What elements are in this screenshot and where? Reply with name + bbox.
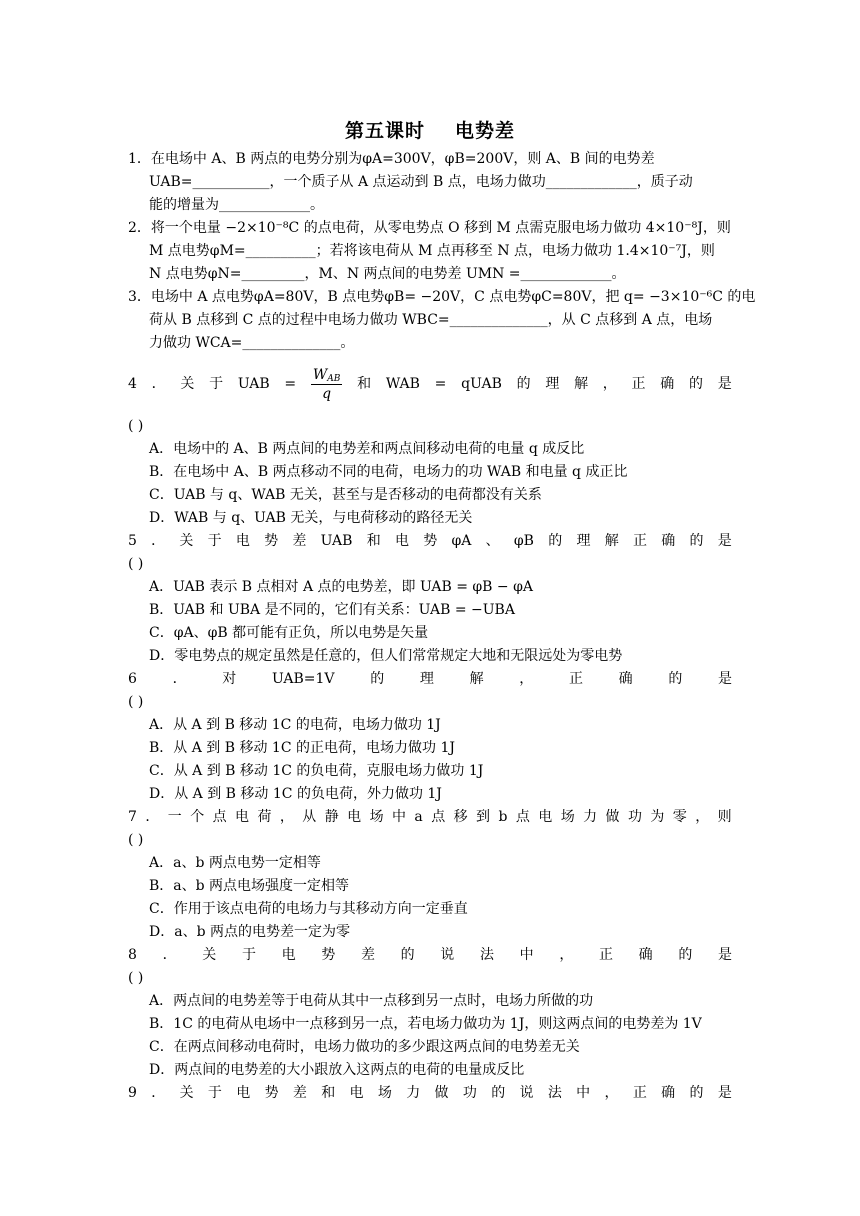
question-7-option-a: A．a、b 两点电势一定相等 [149,855,321,871]
q9-token: 确 [661,1085,676,1101]
q5-token: UAB [320,533,353,549]
q8-token: 正 [598,947,613,963]
q7-token: 场 [560,809,575,825]
q4-token: 和 [357,375,372,392]
q7-token: ． [145,809,160,825]
q7-token: 7 [128,809,137,825]
title-topic: 电势差 [455,120,516,142]
q7-token: 零 [672,809,687,825]
question-3-line-2: 荷从 B 点移到 C 点的过程中电场力做功 WBC=______________，从 C 点移到 A 点，电场 [149,312,713,328]
question-7-answer-paren: ( ) [128,832,144,848]
question-6 [128,668,732,806]
question-9 [128,1082,732,1105]
q9-token: 的 [491,1085,506,1101]
q5-token: 解 [604,533,619,549]
question-5-option-b: B．UAB 和 UBA 是不同的，它们有关系：UAB = −UBA [149,602,515,618]
q6-token: 的 [668,671,683,687]
q6-token: 的 [370,671,385,687]
q4-token: 的 [516,375,531,392]
q5-token: 势 [264,533,279,549]
question-7-option-c: C．作用于该点电荷的电场力与其移动方向一定垂直 [149,901,468,917]
question-7-option-d: D．a、b 两点的电势差一定为零 [149,924,350,940]
question-8-option-b: B．1C 的电荷从电场中一点移到另一点，若电场力做功为 1J，则这两点间的电势差为 1V [149,1016,702,1032]
question-6-answer-paren: ( ) [128,694,144,710]
q4-token: qUAB [461,375,502,392]
q8-token: 确 [638,947,653,963]
q5-token: 电 [394,533,409,549]
question-4-option-d: D．WAB 与 q、UAB 无关，与电荷移动的路径无关 [149,510,473,526]
fraction-numerator: $W_{AB}$ [312,366,341,384]
q7-token: 静 [324,809,339,825]
question-4-option-a: A．电场中的 A、B 两点间的电势差和两点间移动电荷的电量 q 成反比 [149,441,585,457]
q7-token: 点 [431,809,446,825]
question-8-option-d: D．两点间的电势差的大小跟放入这两点的电荷的电量成反比 [149,1062,525,1078]
q5-token: 的 [689,533,704,549]
q4-token: 是 [717,375,732,392]
question-4-option-b: B．在电场中 A、B 两点移动不同的电荷，电场力的功 WAB 和电量 q 成正比 [149,464,628,480]
q6-token: ， [519,671,534,687]
q7-token: 做 [605,809,620,825]
q5-token: φB [513,533,534,549]
q8-token: 于 [241,947,256,963]
q7-token: 功 [627,809,642,825]
title-lesson: 第五课时 [344,120,425,142]
q8-token: 的 [400,947,415,963]
q8-token: 是 [718,947,732,963]
question-4 [128,361,732,530]
q8-token: ． [162,947,177,963]
q4-token: 于 [209,375,224,392]
q9-token: 中 [576,1085,591,1101]
q8-token: 8 [128,947,137,963]
q4-token: 关 [180,375,195,392]
q6-token: UAB=1V [271,671,335,687]
q4-token: WAB [385,375,420,392]
question-8-answer-paren: ( ) [128,970,144,986]
q7-token: ， [695,809,710,825]
q4-token: UAB [237,375,270,392]
q7-token: 荷 [257,809,272,825]
question-7-stem [128,806,732,829]
q5-token: 、 [485,533,500,549]
q5-token: 关 [179,533,194,549]
q9-token: 于 [207,1085,222,1101]
q8-token: 关 [202,947,217,963]
q4-token: = [434,375,447,392]
q5-token: 势 [423,533,438,549]
question-8-option-c: C．在两点间移动电荷时，电场力做功的多少跟这两点间的电势差无关 [149,1039,580,1055]
q6-token: 确 [618,671,633,687]
q6-token: 6 [128,671,137,687]
q5-token: 正 [632,533,647,549]
q7-token: 点 [212,809,227,825]
q7-token: 为 [650,809,665,825]
q7-token: ， [279,809,294,825]
question-6-option-d: D．从 A 到 B 移动 1C 的负电荷，外力做功 1J [149,786,442,802]
q6-token: 理 [419,671,434,687]
q4-token: ． [151,375,166,392]
q8-token: 的 [678,947,693,963]
question-list [128,148,756,1105]
fraction-denominator: q [322,385,332,402]
q4-token: 理 [545,375,560,392]
q9-token: 电 [349,1085,364,1101]
q5-token: 的 [548,533,563,549]
q8-token: 法 [479,947,494,963]
question-8 [128,944,732,1082]
q4-token: ， [602,375,617,392]
question-4-option-c: C．UAB 与 q、WAB 无关，甚至与是否移动的电荷都没有关系 [149,487,542,503]
q6-token: 是 [718,671,732,687]
q7-token: 中 [391,809,406,825]
question-6-stem [128,668,732,691]
q9-token: 法 [547,1085,562,1101]
question-6-option-c: C．从 A 到 B 移动 1C 的负电荷，克服电场力做功 1J [149,763,484,779]
q9-token: 功 [462,1085,477,1101]
q5-token: 是 [717,533,732,549]
q7-token: 电 [347,809,362,825]
q9-token: ， [604,1085,619,1101]
q8-token: 电 [281,947,296,963]
question-2-line-1: 2．将一个电量 −2×10⁻⁸C 的点电荷，从零电势点 O 移到 M 点需克服电场力做功 4×10⁻⁸J，则 [128,220,731,236]
question-9-stem [128,1082,732,1105]
q6-token: 解 [469,671,484,687]
q4-token: 正 [631,375,646,392]
question-6-option-a: A．从 A 到 B 移动 1C 的电荷，电场力做功 1J [149,717,441,733]
q4-token: = [284,375,297,392]
q7-token: 则 [717,809,732,825]
q5-token: ． [151,533,166,549]
q9-token: 是 [717,1085,732,1101]
q7-token: 场 [369,809,384,825]
q8-token: 中 [519,947,534,963]
q7-token: b [498,809,508,825]
q9-token: 关 [179,1085,194,1101]
question-4-answer-paren: ( ) [128,418,144,434]
q7-token: 电 [235,809,250,825]
q5-token: 理 [576,533,591,549]
question-4-stem [128,361,732,407]
q7-token: 到 [476,809,491,825]
q9-token: 9 [128,1085,137,1101]
q9-token: 场 [377,1085,392,1101]
question-5-option-c: C．φA、φB 都可能有正负，所以电势是矢量 [149,625,429,641]
q9-token: 正 [632,1085,647,1101]
question-5-option-d: D．零电势点的规定虽然是任意的，但人们常常规定大地和无限远处为零电势 [149,648,623,664]
q7-token: 电 [538,809,553,825]
q8-token: ， [559,947,574,963]
q9-token: 说 [519,1085,534,1101]
q8-token: 差 [360,947,375,963]
q5-token: 于 [207,533,222,549]
question-3-line-3: 力做功 WCA=______________。 [149,335,355,351]
q4-token: 解 [574,375,589,392]
q7-token: 移 [453,809,468,825]
q9-token: 电 [236,1085,251,1101]
page-title [0,116,860,143]
q9-token: ． [151,1085,166,1101]
q5-token: 5 [128,533,137,549]
question-2-line-2: M 点电势φM=__________；若将该电荷从 M 点再移至 N 点，电场力做功 1.4×10⁻⁷J，则 [149,243,715,259]
question-1-line-3: 能的增量为_____________。 [149,197,324,213]
q5-token: 和 [366,533,381,549]
question-2-line-3: N 点电势φN=_________，M、N 两点间的电势差 UMN =_____________。 [149,266,626,282]
question-5 [128,530,732,668]
question-2 [128,217,732,286]
q6-token: ． [172,671,187,687]
question-7 [128,806,732,944]
q9-token: 势 [264,1085,279,1101]
question-8-option-a: A．两点间的电势差等于电荷从其中一点移到另一点时，电场力所做的功 [149,993,594,1009]
question-5-stem [128,530,732,553]
q7-token: 个 [190,809,205,825]
question-5-answer-paren: ( ) [128,556,144,572]
q5-token: 差 [292,533,307,549]
q7-token: 点 [515,809,530,825]
question-3-line-1: 3．电场中 A 点电势φA=80V，B 点电势φB= −20V，C 点电势φC=80V，把 q= −3×10⁻⁶C 的电 [128,289,756,305]
question-1 [128,148,732,217]
question-1-line-2: UAB=___________，一个质子从 A 点运动到 B 点，电场力做功_____________，质子动 [149,174,693,190]
q5-token: 电 [235,533,250,549]
q6-token: 对 [222,671,237,687]
question-1-line-1: 1．在电场中 A、B 两点的电势分别为φA=300V，φB=200V，则 A、B 间的电势差 [128,151,655,167]
question-3 [128,286,756,355]
q9-token: 力 [406,1085,421,1101]
q5-token: 确 [661,533,676,549]
q9-token: 和 [321,1085,336,1101]
q7-token: 一 [167,809,182,825]
question-7-option-b: B．a、b 两点电场强度一定相等 [149,878,350,894]
question-6-option-b: B．从 A 到 B 移动 1C 的正电荷，电场力做功 1J [149,740,455,756]
q6-token: 正 [568,671,583,687]
q7-token: a [414,809,423,825]
q4-token: 确 [660,375,675,392]
question-5-option-a: A．UAB 表示 B 点相对 A 点的电势差，即 UAB = φB − φA [149,579,534,595]
q8-token: 说 [440,947,455,963]
q4-token: 的 [689,375,703,392]
q5-token: φA [451,533,472,549]
q4-token: 4 [128,375,137,392]
q7-token: 力 [583,809,598,825]
q7-token: 从 [302,809,317,825]
q9-token: 做 [434,1085,449,1101]
q9-token: 差 [292,1085,307,1101]
question-8-stem [128,944,732,967]
q8-token: 势 [321,947,336,963]
fraction-wab-over-q [311,366,343,403]
q9-token: 的 [689,1085,704,1101]
